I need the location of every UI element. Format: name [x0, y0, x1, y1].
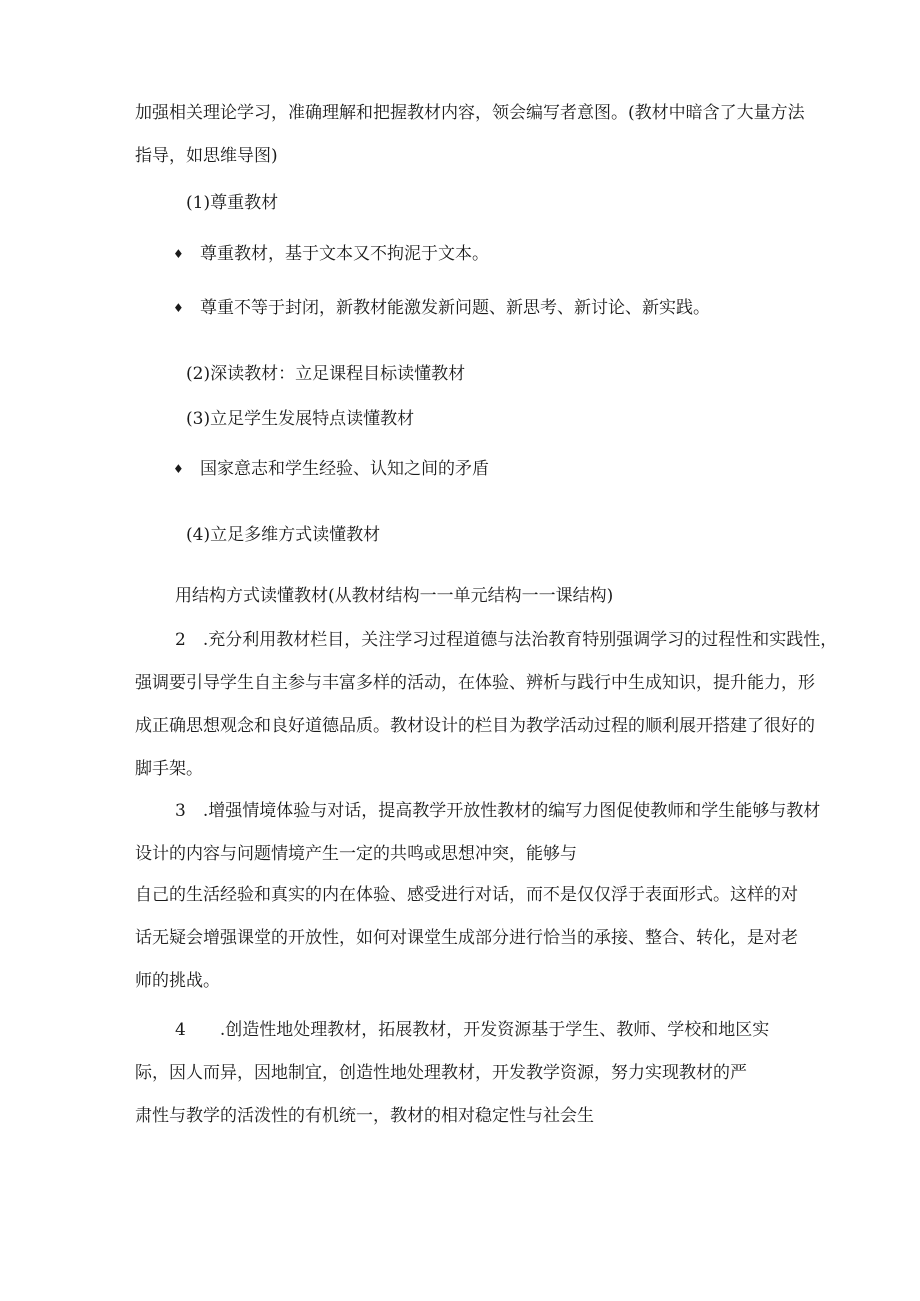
section-4-line: 用结构方式读懂教材(从教材结构一一单元结构一一课结构) [175, 586, 614, 606]
paragraph-3-line-1: 3 .增强情境体验与对话，提高教学开放性教材的编写力图促使教师和学生能够与教材 [175, 801, 821, 821]
intro-line-2: 指导，如思维导图) [135, 146, 278, 166]
section-3-title: (3)立足学生发展特点读懂教材 [186, 409, 415, 429]
section-3-bullet-1: 国家意志和学生经验、认知之间的矛盾 [200, 459, 489, 479]
paragraph-3-line-4: 话无疑会增强课堂的开放性，如何对课堂生成部分进行恰当的承接、整合、转化，是对老 [135, 928, 798, 948]
diamond-bullet-icon: ♦ [173, 462, 184, 476]
section-1-bullet-1: 尊重教材，基于文本又不拘泥于文本。 [200, 244, 489, 264]
paragraph-4-line-2: 际，因人而异，因地制宜，创造性地处理教材，开发教学资源，努力实现教材的严 [135, 1063, 747, 1083]
section-1-title: (1)尊重教材 [186, 193, 279, 213]
paragraph-4-line-3: 肃性与教学的活泼性的有机统一，教材的相对稳定性与社会生 [135, 1106, 594, 1126]
diamond-bullet-icon: ♦ [173, 301, 184, 315]
paragraph-3-line-2: 设计的内容与问题情境产生一定的共鸣或思想冲突，能够与 [135, 844, 577, 864]
paragraph-3-line-5: 师的挑战。 [135, 971, 220, 991]
paragraph-2-line-4: 脚手架。 [135, 759, 203, 779]
paragraph-2-line-3: 成正确思想观念和良好道德品质。教材设计的栏目为教学活动过程的顺利展开搭建了很好的 [135, 716, 815, 736]
paragraph-2-line-1: 2 .充分利用教材栏目，关注学习过程道德与法治教育特别强调学习的过程性和实践性， [175, 630, 838, 650]
section-1-bullet-2: 尊重不等于封闭，新教材能激发新问题、新思考、新讨论、新实践。 [200, 298, 710, 318]
paragraph-4-line-1: 4 .创造性地处理教材，拓展教材，开发资源基于学生、教师、学校和地区实 [175, 1020, 770, 1040]
paragraph-2-line-2: 强调要引导学生自主参与丰富多样的活动，在体验、辨析与践行中生成知识，提升能力，形 [135, 673, 815, 693]
intro-line-1: 加强相关理论学习，准确理解和把握教材内容，领会编写者意图。(教材中暗含了大量方法 [135, 103, 805, 123]
section-2-title: (2)深读教材：立足课程目标读懂教材 [186, 364, 466, 384]
paragraph-3-line-3: 自己的生活经验和真实的内在体验、感受进行对话，而不是仅仅浮于表面形式。这样的对 [135, 885, 798, 905]
section-4-title: (4)立足多维方式读懂教材 [186, 525, 381, 545]
diamond-bullet-icon: ♦ [173, 247, 184, 261]
